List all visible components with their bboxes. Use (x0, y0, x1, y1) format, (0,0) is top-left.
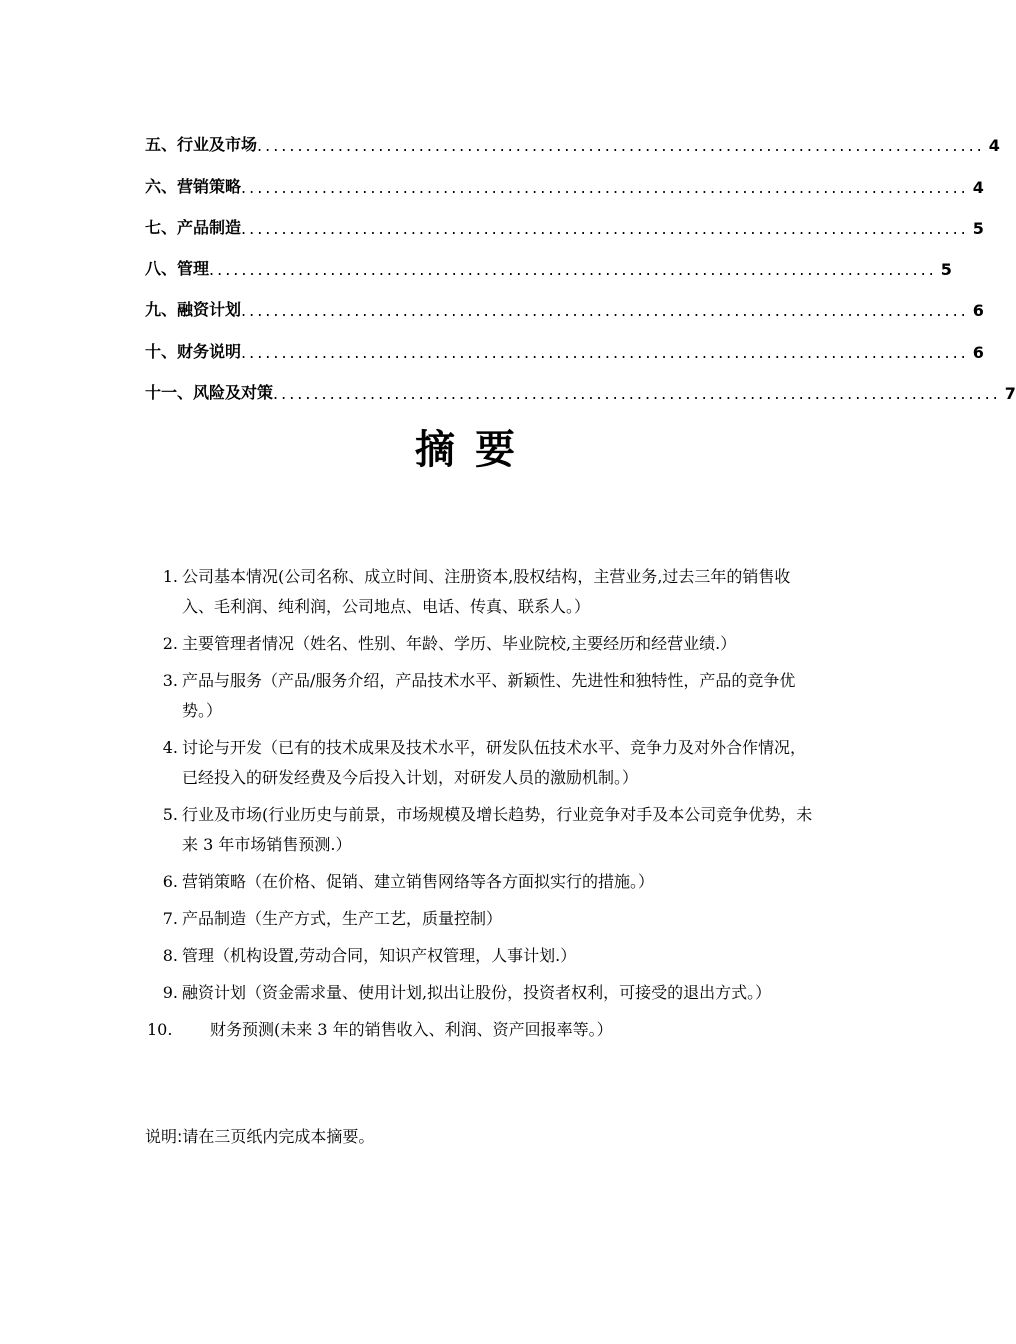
item-number: 8. (162, 946, 178, 965)
list-item (145, 978, 815, 1008)
toc-leader-dots: .......................................................................................... (241, 177, 969, 197)
item-number: 10. (147, 1020, 173, 1039)
toc-entry[interactable] (145, 238, 952, 280)
toc-leader-dots: .......................................................................................... (241, 301, 969, 321)
item-body (178, 629, 815, 659)
item-text: （已有的技术成果及技术水平，研发队伍技术水平、竞争力及对外合作情况，已经投入的研发经费及今后投入计划，对研发人员的激励机制。） (182, 738, 807, 787)
toc-entry-label: 十一、风险及对策 (145, 383, 274, 403)
item-number: 2. (162, 634, 178, 653)
toc-entry-page: 4 (988, 136, 1000, 156)
instruction-note: 说明:请在三页纸内完成本摘要。 (145, 1127, 375, 1146)
item-heading: 行业及市场 (182, 805, 263, 824)
summary-list (145, 562, 815, 1052)
toc-entry[interactable] (145, 197, 984, 238)
list-item (145, 904, 815, 934)
table-of-contents (145, 114, 1016, 404)
item-heading: 产品制造 (182, 909, 247, 928)
item-text: （机构设置,劳动合同，知识产权管理，人事计划.） (214, 946, 577, 965)
item-heading: 管理 (182, 946, 215, 965)
toc-entry[interactable] (145, 114, 1000, 156)
list-item (145, 666, 815, 726)
toc-entry-page: 5 (972, 218, 984, 238)
toc-leader-dots: .......................................................................................... (209, 260, 937, 280)
toc-leader-dots: .......................................................................................... (241, 342, 969, 362)
list-item (145, 867, 815, 897)
item-heading: 讨论与开发 (182, 738, 263, 757)
item-body (178, 800, 815, 860)
toc-entry-label: 八、管理 (145, 259, 210, 279)
toc-entry-page: 4 (972, 177, 984, 197)
list-item (145, 941, 815, 971)
list-item (145, 800, 815, 860)
list-item (145, 1015, 815, 1045)
toc-entry-page: 6 (972, 301, 984, 321)
toc-entry-label: 九、融资计划 (145, 300, 242, 320)
item-number: 7. (162, 909, 178, 928)
toc-entry[interactable] (145, 362, 1016, 404)
item-text: (未来 3 年的销售收入、利润、资产回报率等。） (274, 1020, 613, 1039)
item-heading: 融资计划 (182, 983, 247, 1002)
item-number: 1. (162, 567, 178, 586)
item-number: 9. (162, 983, 178, 1002)
item-text: （生产方式，生产工艺，质量控制） (246, 909, 503, 928)
toc-leader-dots: .......................................................................................... (257, 136, 985, 156)
item-body (178, 733, 815, 793)
item-heading: 公司基本情况 (182, 567, 279, 586)
item-body (178, 904, 815, 934)
toc-entry-page: 6 (972, 342, 984, 362)
toc-entry[interactable] (145, 279, 984, 321)
toc-entry-label: 五、行业及市场 (145, 135, 258, 155)
item-body (178, 1015, 815, 1045)
toc-entry-label: 七、产品制造 (145, 217, 242, 237)
item-text: （资金需求量、使用计划,拟出让股份，投资者权利，可接受的退出方式。） (246, 983, 772, 1002)
item-text: （产品/服务介绍，产品技术水平、新颖性、先进性和独特性，产品的竞争优势。） (182, 671, 796, 720)
item-body (178, 562, 815, 622)
toc-entry[interactable] (145, 320, 984, 362)
list-item (145, 562, 815, 622)
toc-entry-page: 7 (1004, 384, 1016, 404)
item-body (178, 666, 815, 726)
item-heading: 产品与服务 (182, 671, 263, 690)
item-text: (行业历史与前景，市场规模及增长趋势，行业竞争对手及本公司竞争优势，未来 3 年市场销售预测.） (182, 805, 813, 854)
item-number: 5. (162, 805, 178, 824)
list-item (145, 733, 815, 793)
item-number: 6. (162, 872, 178, 891)
item-text: （姓名、性别、年龄、学历、毕业院校,主要经历和经营业绩.） (294, 634, 737, 653)
section-title: 摘要 (415, 426, 535, 473)
toc-entry-label: 十、财务说明 (145, 341, 242, 361)
item-body (178, 867, 815, 897)
toc-leader-dots: .......................................................................................... (241, 218, 969, 238)
item-heading: 主要管理者情况 (182, 634, 295, 653)
toc-entry-label: 六、营销策略 (145, 176, 242, 196)
item-heading: 营销策略 (182, 872, 247, 891)
item-number: 3. (162, 671, 178, 690)
item-number: 4. (162, 738, 178, 757)
item-text: (公司名称、成立时间、注册资本,股权结构，主营业务,过去三年的销售收入、毛利润、纯利润，公司地点、电话、传真、联系人。） (182, 567, 791, 616)
toc-entry-page: 5 (940, 260, 952, 280)
toc-entry[interactable] (145, 155, 984, 197)
item-body (178, 941, 815, 971)
item-text: （在价格、促销、建立销售网络等各方面拟实行的措施。） (246, 872, 655, 891)
item-body (178, 978, 815, 1008)
item-heading: 财务预测 (210, 1020, 275, 1039)
toc-leader-dots: .......................................................................................... (273, 384, 1001, 404)
list-item (145, 629, 815, 659)
